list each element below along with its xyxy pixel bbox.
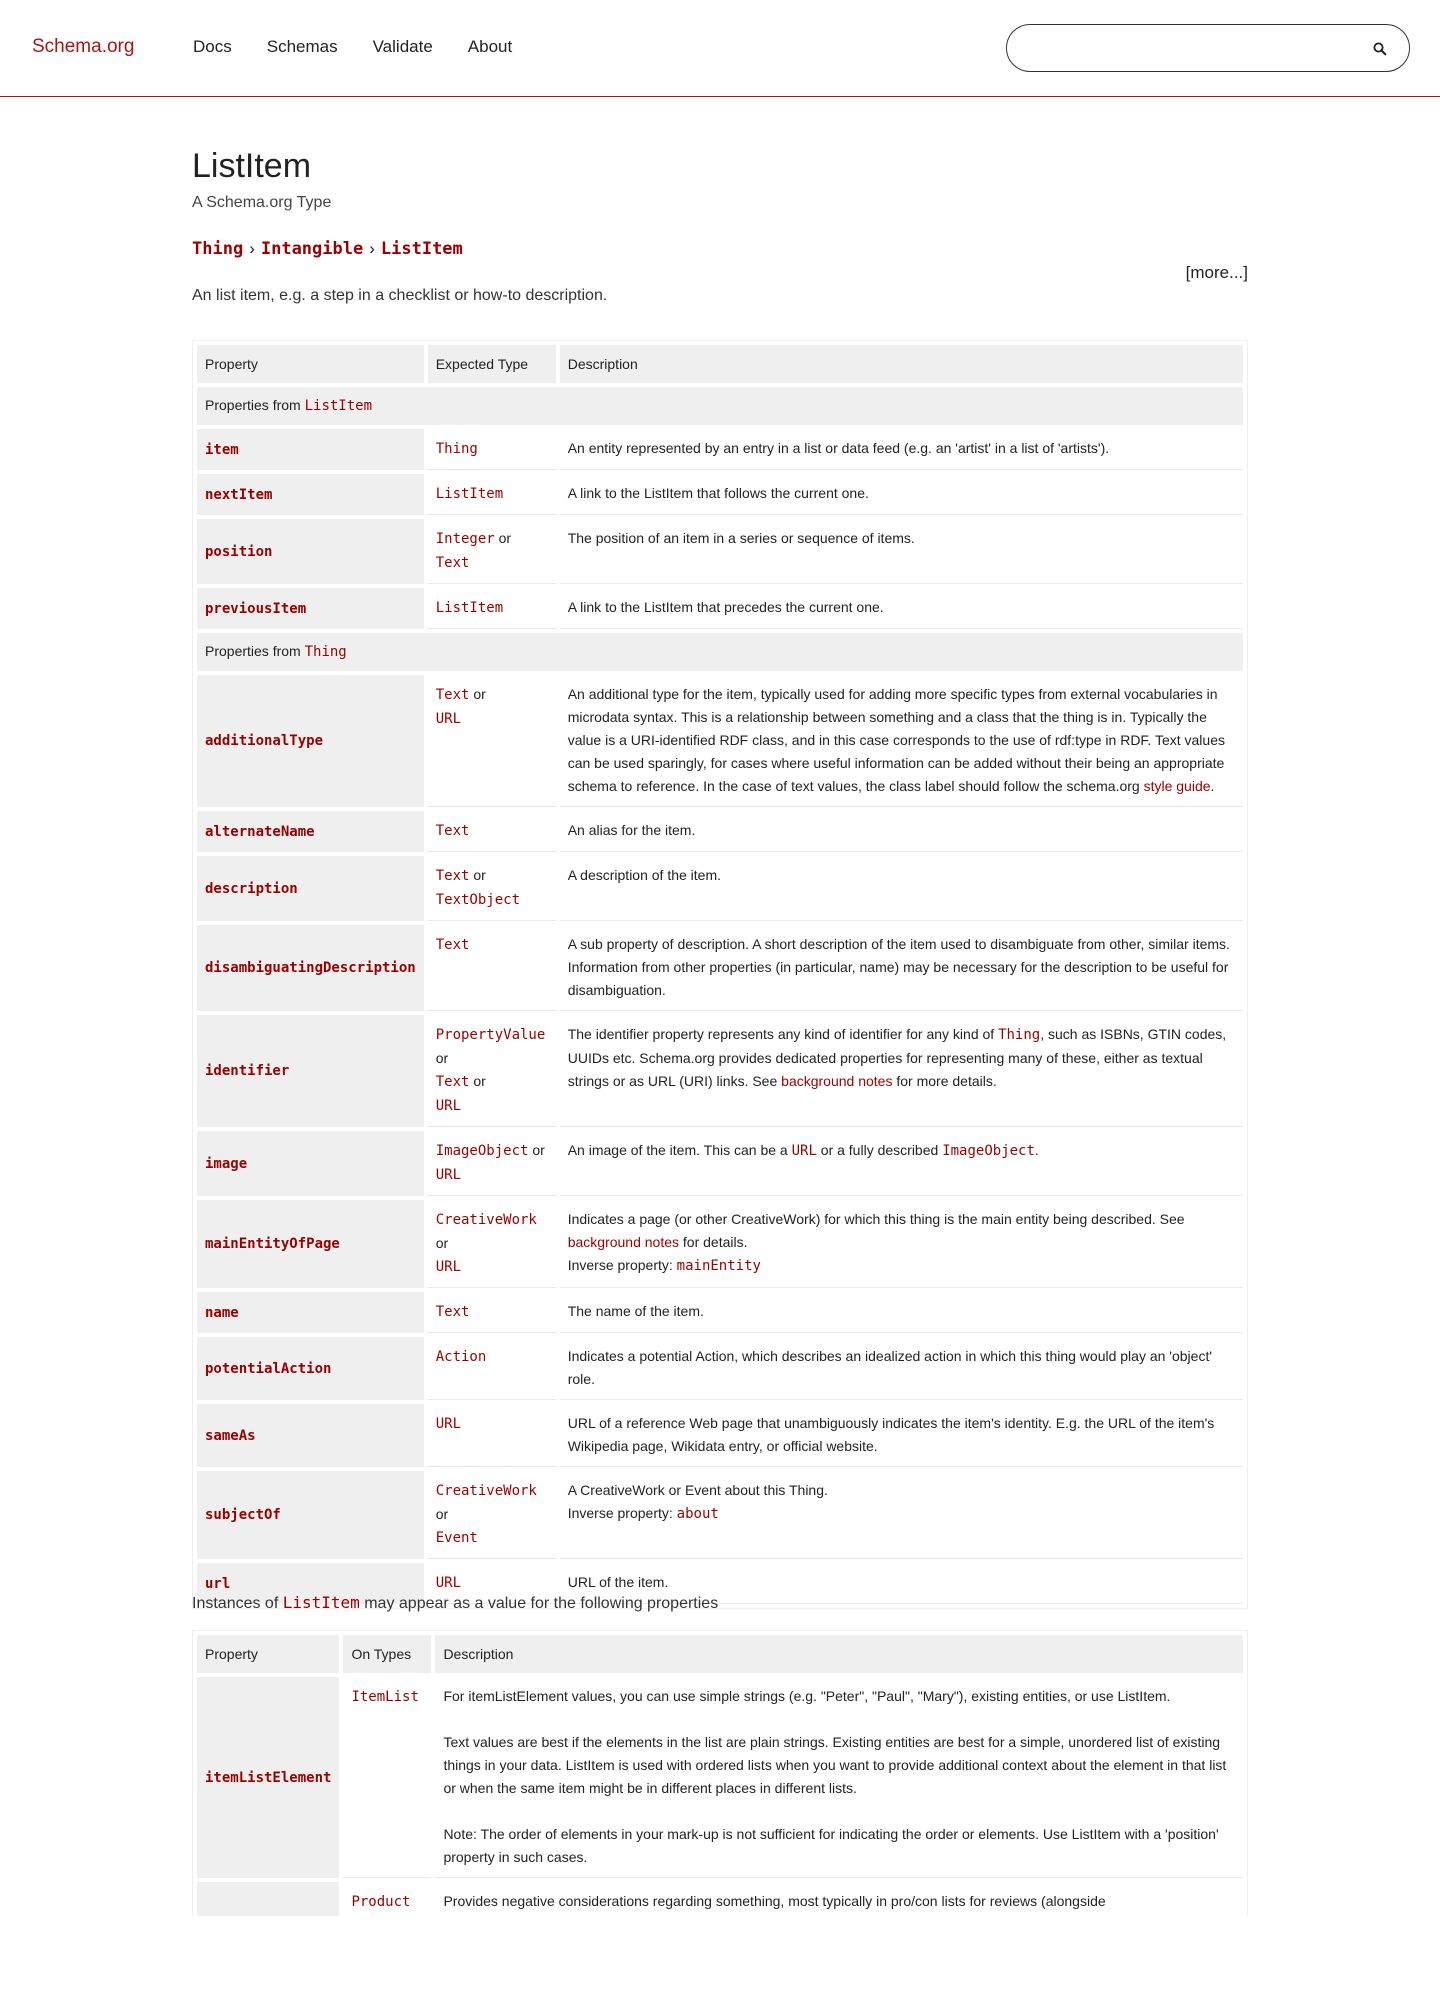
type-link[interactable]: URL xyxy=(435,1098,462,1114)
type-link[interactable]: CreativeWork xyxy=(435,1483,537,1499)
section-type-link[interactable]: ListItem xyxy=(304,398,373,414)
description-text: , such as ISBNs, GTIN codes, UUIDs etc. Schema.org provides dedicated properties for representing many of these, either as textual strings or as URL (URI) links. See xyxy=(567,1026,1227,1089)
section-prefix: Properties from xyxy=(205,397,305,413)
expected-type-cell xyxy=(428,1404,556,1467)
inverse-label: Inverse property: xyxy=(567,1505,677,1521)
column-header-description: Description xyxy=(560,345,1243,383)
column-header-on-types: On Types xyxy=(343,1635,431,1673)
type-link[interactable]: Integer xyxy=(435,531,495,547)
description-text: A sub property of description. A short description of the item used to disambiguate from other, similar items. Information from other properties (in particular, name) may be necessary for the description to be useful for disambiguation. xyxy=(567,936,1230,998)
table-row xyxy=(197,1292,1243,1333)
type-link[interactable]: URL xyxy=(435,1259,462,1275)
property-link[interactable]: previousItem xyxy=(205,600,307,617)
description-text: A CreativeWork or Event about this Thing. xyxy=(567,1482,828,1498)
property-cell xyxy=(197,925,424,1011)
property-link[interactable]: alternateName xyxy=(205,823,315,840)
table-row xyxy=(197,429,1243,470)
property-link[interactable]: itemListElement xyxy=(205,1769,332,1786)
page-bottom-blank xyxy=(0,1916,1440,2000)
type-link[interactable]: ImageObject xyxy=(435,1143,529,1159)
nav-validate[interactable]: Validate xyxy=(372,37,433,56)
property-cell xyxy=(197,588,424,629)
expected-type-cell xyxy=(428,519,556,584)
instances-suffix: may appear as a value for the following properties xyxy=(359,1595,719,1612)
type-link[interactable]: ListItem xyxy=(435,486,504,502)
expected-type-cell xyxy=(428,588,556,629)
style-guide-link[interactable]: style guide xyxy=(1143,778,1211,794)
or-separator: or xyxy=(498,530,512,546)
type-link[interactable]: PropertyValue xyxy=(435,1027,546,1043)
instances-table xyxy=(192,1630,1248,1928)
description-paragraph: Provides negative considerations regarding something, most typically in pro/con lists for reviews (alongside xyxy=(443,1893,1106,1909)
inverse-label: Inverse property: xyxy=(567,1257,677,1273)
page-subtitle: A Schema.org Type xyxy=(192,194,332,211)
property-cell xyxy=(197,1471,424,1559)
type-link[interactable]: Event xyxy=(435,1530,478,1546)
description-cell xyxy=(560,811,1243,852)
property-cell xyxy=(197,1404,424,1467)
type-link[interactable]: Thing xyxy=(435,441,478,457)
or-separator: or xyxy=(532,1142,545,1158)
description-cell xyxy=(435,1677,1243,1878)
type-link[interactable]: URL xyxy=(435,1167,462,1183)
type-link[interactable]: Text xyxy=(435,555,470,571)
instances-heading xyxy=(192,1593,718,1613)
section-heading xyxy=(197,387,1243,425)
table-row xyxy=(197,925,1243,1011)
page-title: ListItem xyxy=(192,147,312,185)
column-header-expected-type: Expected Type xyxy=(428,345,556,383)
table-row xyxy=(197,1471,1243,1559)
expected-type-cell xyxy=(428,675,556,807)
description-cell xyxy=(560,474,1243,515)
table-row xyxy=(197,1015,1243,1127)
table-row xyxy=(197,1337,1243,1400)
property-link[interactable]: identifier xyxy=(205,1063,290,1079)
main-nav xyxy=(193,37,512,57)
property-link[interactable]: name xyxy=(205,1304,239,1321)
or-separator: or xyxy=(473,1073,486,1089)
description-cell xyxy=(560,675,1243,807)
search-input[interactable] xyxy=(1027,35,1357,61)
description-link[interactable]: ImageObject xyxy=(942,1143,1035,1159)
instances-type-link[interactable]: ListItem xyxy=(282,1593,360,1612)
description-text: or a fully described xyxy=(816,1142,943,1158)
site-logo[interactable]: Schema.org xyxy=(32,36,135,57)
breadcrumb-listitem[interactable]: ListItem xyxy=(380,239,463,259)
description-text: URL of a reference Web page that unambiguously indicates the item's identity. E.g. the URL of the item's Wikipedia page, Wikidata entry, or official website. xyxy=(567,1415,1215,1454)
property-cell xyxy=(197,1337,424,1400)
description-text: Indicates a page (or other CreativeWork) for which this thing is the main entity being described. See xyxy=(567,1211,1185,1227)
description-cell xyxy=(560,856,1243,921)
property-link[interactable]: subjectOf xyxy=(205,1507,281,1523)
description-cell xyxy=(560,588,1243,629)
description-cell xyxy=(560,429,1243,470)
site-header xyxy=(0,0,1440,97)
expected-type-cell xyxy=(428,1200,556,1288)
description-text: An entity represented by an entry in a list or data feed (e.g. an 'artist' in a list of 'artists'). xyxy=(567,440,1110,456)
table-row xyxy=(197,1677,1243,1878)
description-cell xyxy=(560,925,1243,1011)
description-text: A description of the item. xyxy=(567,867,722,883)
column-header-description: Description xyxy=(435,1635,1243,1673)
search-icon[interactable] xyxy=(1371,40,1389,58)
expected-type-cell xyxy=(428,429,556,470)
property-cell xyxy=(197,1292,424,1333)
property-link[interactable]: mainEntityOfPage xyxy=(205,1236,340,1252)
description-text: An image of the item. This can be a xyxy=(567,1142,792,1158)
property-link[interactable]: position xyxy=(205,543,273,560)
description-text: The identifier property represents any kind of identifier for any kind of xyxy=(567,1026,999,1042)
property-link[interactable]: disambiguatingDescription xyxy=(205,960,416,976)
nav-docs[interactable]: Docs xyxy=(193,37,232,56)
property-link[interactable]: description xyxy=(205,880,298,897)
type-link[interactable]: ItemList xyxy=(351,1689,419,1705)
description-link[interactable]: Thing xyxy=(998,1027,1041,1043)
description-cell xyxy=(560,1404,1243,1467)
inverse-property-link[interactable]: about xyxy=(676,1506,719,1522)
property-link[interactable]: potentialAction xyxy=(205,1360,332,1377)
type-link[interactable]: CreativeWork xyxy=(435,1212,537,1228)
property-link[interactable]: sameAs xyxy=(205,1427,256,1444)
type-link[interactable]: Product xyxy=(351,1894,411,1910)
description-cell xyxy=(560,1292,1243,1333)
section-heading xyxy=(197,633,1243,671)
description-text: . xyxy=(1210,778,1215,794)
description-text: A link to the ListItem that precedes the current one. xyxy=(567,599,884,615)
column-header-property: Property xyxy=(197,1635,339,1673)
description-link[interactable]: URL xyxy=(791,1143,817,1159)
expected-type-cell xyxy=(428,1337,556,1400)
description-text: for details. xyxy=(679,1234,748,1250)
property-cell xyxy=(197,1131,424,1196)
type-link[interactable]: TextObject xyxy=(435,892,521,908)
type-link[interactable]: Action xyxy=(435,1349,487,1365)
expected-type-cell xyxy=(428,1131,556,1196)
or-separator: or xyxy=(435,1235,449,1251)
type-description: An list item, e.g. a step in a checklist or how-to description. xyxy=(192,287,608,304)
property-link[interactable]: nextItem xyxy=(205,486,273,503)
description-text: Indicates a potential Action, which describes an idealized action in which this thing would play an 'object' role. xyxy=(567,1348,1213,1387)
search-box[interactable] xyxy=(1006,24,1410,72)
nav-schemas[interactable]: Schemas xyxy=(266,37,338,56)
type-link[interactable]: Text xyxy=(435,1304,470,1320)
description-link[interactable]: background notes xyxy=(781,1073,893,1089)
expected-type-cell xyxy=(428,474,556,515)
description-paragraph: Note: The order of elements in your mark-up is not sufficient for indicating the order or elements. Use ListItem with a 'position' property in such cases. xyxy=(443,1826,1219,1865)
property-cell xyxy=(197,675,424,807)
property-cell xyxy=(197,856,424,921)
on-types-cell xyxy=(343,1677,431,1878)
description-paragraph: Text values are best if the elements in the list are plain strings. Existing entities are best for a simple, unordered list of existing things in your data. ListItem is used with ordered lists when you want to provide additional context about the element in that list or when the same item might be in different places in different lists. xyxy=(443,1734,1227,1796)
property-cell xyxy=(197,519,424,584)
table-row xyxy=(197,675,1243,807)
property-cell xyxy=(197,811,424,852)
table-row xyxy=(197,811,1243,852)
instances-prefix: Instances of xyxy=(192,1595,283,1612)
description-cell xyxy=(560,1337,1243,1400)
description-cell xyxy=(560,1131,1243,1196)
description-text: The position of an item in a series or sequence of items. xyxy=(567,530,915,546)
or-separator: or xyxy=(473,686,486,702)
property-link[interactable]: additionalType xyxy=(205,733,324,749)
breadcrumb-thing[interactable]: Thing xyxy=(192,239,244,259)
description-text: An alias for the item. xyxy=(567,822,696,838)
section-type-link[interactable]: Thing xyxy=(304,644,347,660)
type-link[interactable]: Text xyxy=(435,1074,470,1090)
description-link[interactable]: background notes xyxy=(567,1234,680,1250)
property-link[interactable]: url xyxy=(205,1575,231,1592)
breadcrumb-separator: › xyxy=(369,239,375,258)
table-row xyxy=(197,856,1243,921)
description-text: URL of the item. xyxy=(567,1574,669,1590)
more-link[interactable]: [more...] xyxy=(1185,263,1248,282)
or-separator: or xyxy=(435,1050,449,1066)
table-row xyxy=(197,1404,1243,1467)
expected-type-cell xyxy=(428,925,556,1011)
table-row xyxy=(197,1131,1243,1196)
property-link[interactable]: item xyxy=(205,441,239,458)
description-cell xyxy=(560,519,1243,584)
property-link[interactable]: image xyxy=(205,1155,248,1172)
property-cell xyxy=(197,1200,424,1288)
or-separator: or xyxy=(473,867,486,883)
properties-table xyxy=(192,340,1248,1609)
type-link[interactable]: URL xyxy=(435,1416,462,1432)
expected-type-cell xyxy=(428,1471,556,1559)
expected-type-cell xyxy=(428,1015,556,1127)
property-cell xyxy=(197,429,424,470)
table-row xyxy=(197,588,1243,629)
description-cell xyxy=(560,1015,1243,1127)
inverse-property-link[interactable]: mainEntity xyxy=(676,1258,761,1274)
description-text: An additional type for the item, typically used for adding more specific types from external vocabularies in microdata syntax. This is a relationship between something and a class that the thing is in. Typically the value is a URI-identified RDF class, and in this case corresponds to the use of rdf:type in RDF. Text values can be used sparingly, for cases where useful information can be added without their being an appropriate schema to reference. In the case of text values, the class label should follow the schema.org xyxy=(567,686,1225,794)
expected-type-cell xyxy=(428,811,556,852)
description-cell xyxy=(560,1200,1243,1288)
breadcrumb xyxy=(192,239,463,259)
property-cell xyxy=(197,1015,424,1127)
expected-type-cell xyxy=(428,856,556,921)
description-text: for more details. xyxy=(892,1073,997,1089)
table-row xyxy=(197,519,1243,584)
type-link[interactable]: URL xyxy=(435,711,462,727)
type-link[interactable]: Text xyxy=(435,868,470,884)
description-text: . xyxy=(1034,1142,1039,1158)
type-link[interactable]: ListItem xyxy=(435,600,504,616)
type-link[interactable]: Text xyxy=(435,937,470,953)
type-link[interactable]: URL xyxy=(435,1575,462,1591)
type-link[interactable]: Text xyxy=(435,687,470,703)
type-link[interactable]: Text xyxy=(435,823,470,839)
expected-type-cell xyxy=(428,1292,556,1333)
or-separator: or xyxy=(435,1506,449,1522)
breadcrumb-separator: › xyxy=(249,239,255,258)
section-row xyxy=(197,387,1243,425)
property-cell xyxy=(197,1677,339,1878)
table-row xyxy=(197,1200,1243,1288)
property-cell xyxy=(197,474,424,515)
section-prefix: Properties from xyxy=(205,643,305,659)
description-paragraph: For itemListElement values, you can use simple strings (e.g. "Peter", "Paul", "Mary"), existing entities, or use ListItem. xyxy=(443,1688,1171,1704)
description-text: A link to the ListItem that follows the current one. xyxy=(567,485,869,501)
nav-about[interactable]: About xyxy=(467,37,513,56)
table-row xyxy=(197,474,1243,515)
description-text: The name of the item. xyxy=(567,1303,704,1319)
column-header-property: Property xyxy=(197,345,424,383)
breadcrumb-intangible[interactable]: Intangible xyxy=(260,239,364,259)
section-row xyxy=(197,633,1243,671)
description-cell xyxy=(560,1471,1243,1559)
